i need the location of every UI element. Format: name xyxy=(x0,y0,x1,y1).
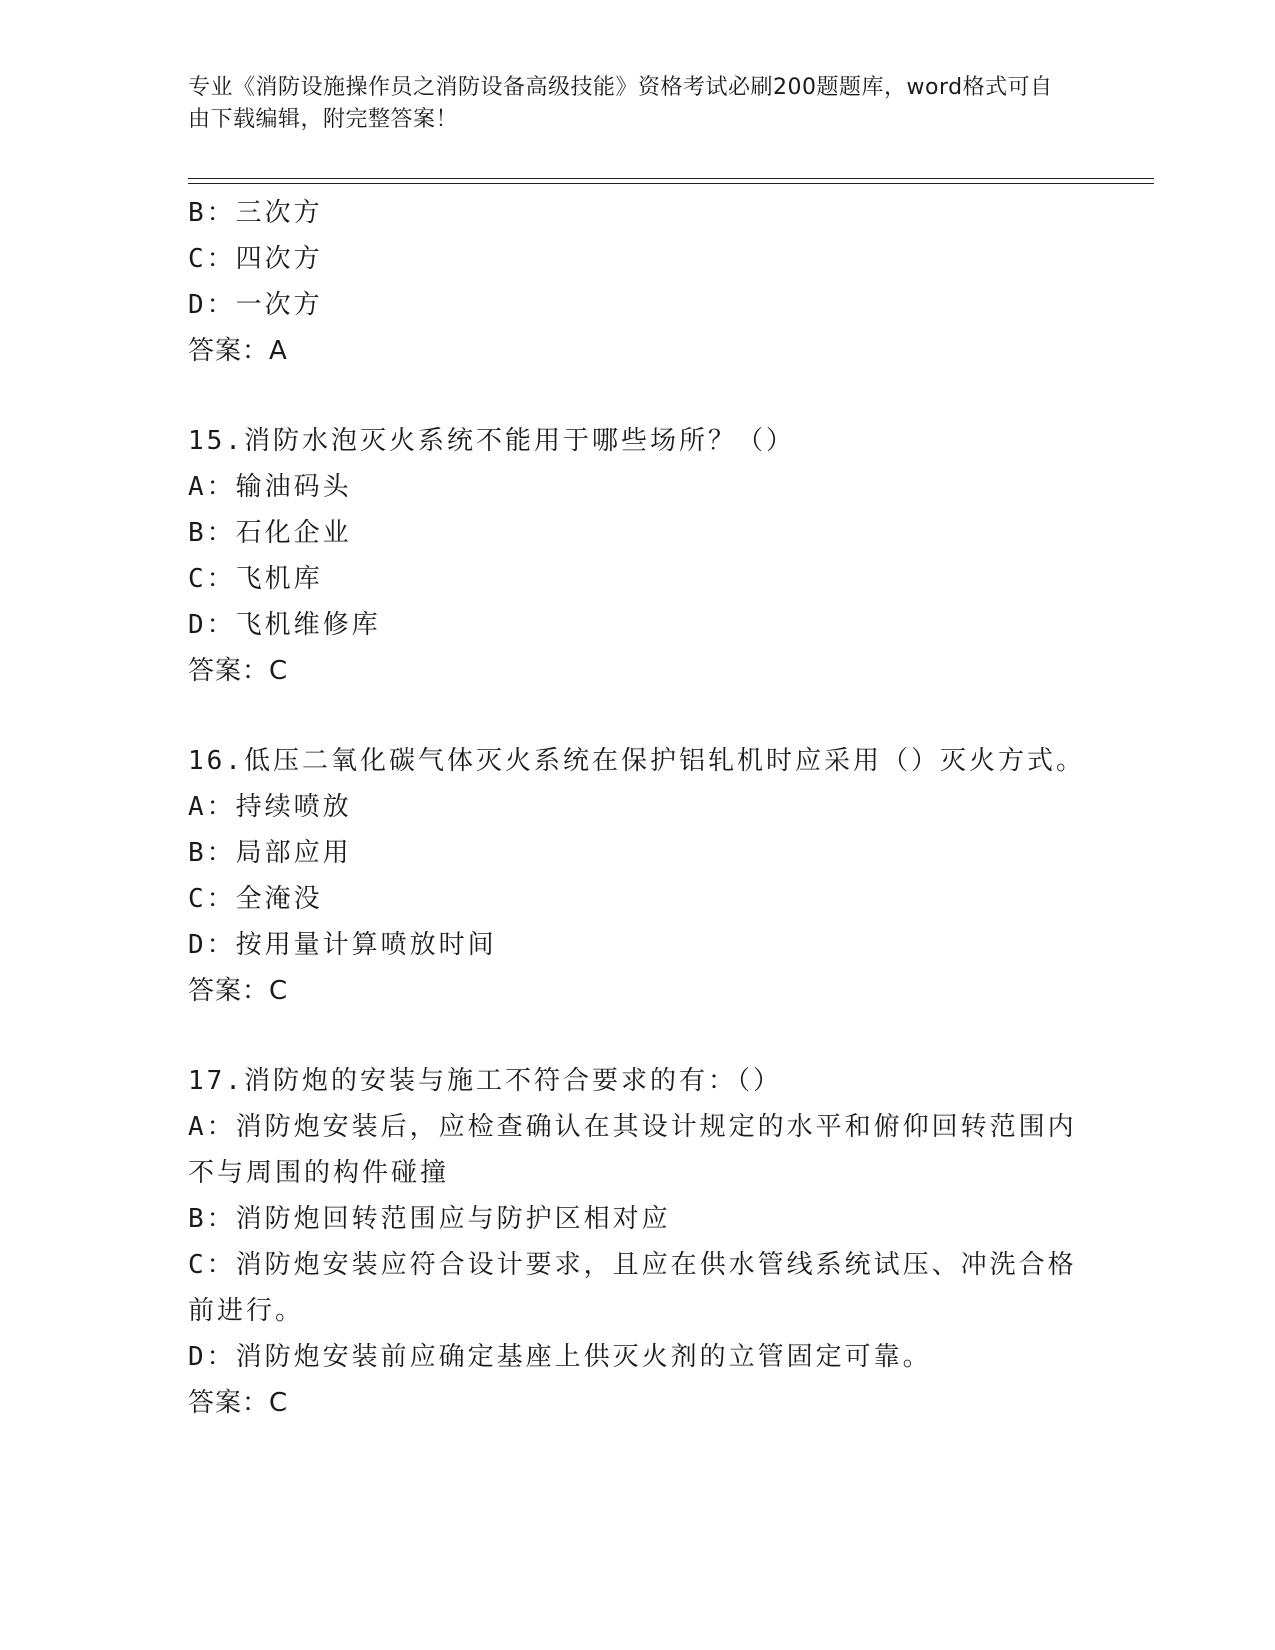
option-a: A：持续喷放 xyxy=(188,792,352,822)
option-b: B：局部应用 xyxy=(188,838,352,868)
header-divider-bottom xyxy=(188,183,1154,184)
question-block-15 xyxy=(188,418,1088,694)
question-list xyxy=(188,190,1088,1426)
option-c: C：全淹没 xyxy=(188,884,323,914)
answer-line: 答案：C xyxy=(188,656,289,686)
question-stem: 17.消防炮的安装与施工不符合要求的有：（） xyxy=(188,1066,782,1096)
option-d: D：消防炮安装前应确定基座上供灭火剂的立管固定可靠。 xyxy=(188,1342,932,1372)
spacer xyxy=(188,374,1088,418)
option-c: C：四次方 xyxy=(188,244,323,274)
prev-question-block xyxy=(188,190,1088,374)
answer-line: 答案：C xyxy=(188,976,289,1006)
document-header: 专业《消防设施操作员之消防设备高级技能》资格考试必刷200题题库，word格式可自由下载编辑，附完整答案！ xyxy=(188,75,1053,132)
option-b: B：石化企业 xyxy=(188,518,352,548)
spacer xyxy=(188,1014,1088,1058)
question-block-17 xyxy=(188,1058,1088,1426)
spacer xyxy=(188,694,1088,738)
answer-line: 答案：A xyxy=(188,336,288,366)
option-c: C：消防炮安装应符合设计要求，且应在供水管线系统试压、冲洗合格前进行。 xyxy=(188,1250,1077,1326)
option-c: C：飞机库 xyxy=(188,564,323,594)
option-d: D：飞机维修库 xyxy=(188,610,381,640)
question-stem: 16.低压二氧化碳气体灭火系统在保护铝轧机时应采用（）灭火方式。 xyxy=(188,746,1085,776)
option-a: A：输油码头 xyxy=(188,472,352,502)
option-b: B：三次方 xyxy=(188,198,323,228)
option-a: A：消防炮安装后，应检查确认在其设计规定的水平和俯仰回转范围内不与周围的构件碰撞 xyxy=(188,1112,1077,1188)
question-block-16 xyxy=(188,738,1088,1014)
option-b: B：消防炮回转范围应与防护区相对应 xyxy=(188,1204,671,1234)
question-stem: 15.消防水泡灭火系统不能用于哪些场所？（） xyxy=(188,426,795,456)
option-d: D：一次方 xyxy=(188,290,323,320)
answer-line: 答案：C xyxy=(188,1388,289,1418)
option-d: D：按用量计算喷放时间 xyxy=(188,930,497,960)
header-divider-top xyxy=(188,178,1154,179)
